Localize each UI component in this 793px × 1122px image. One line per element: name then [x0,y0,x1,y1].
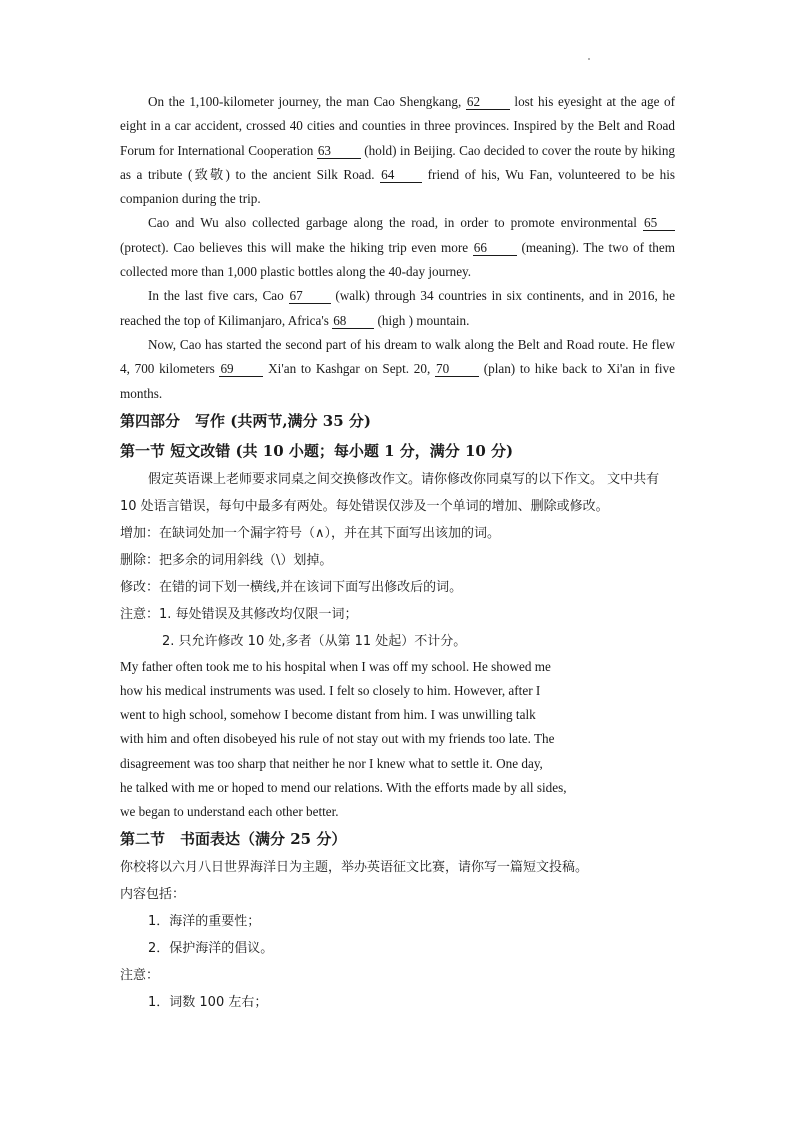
essay-line: how his medical instruments was used. I felt so closely to him. However, after I [120,683,541,699]
content-label: 内容包括： [120,887,186,903]
section2-intro: 你校将以六月八日世界海洋日为主题，举办英语征文比赛，请你写一篇短文投稿。 [120,860,589,876]
essay-line: he talked with me or hoped to mend our relations. With the efforts made by all sides, [120,779,567,795]
blank-64[interactable]: 64 [380,167,422,183]
part4-title: 第四部分 写作 (共两节,满分 35 分) [120,411,371,430]
note-1: 注意：1. 每处错误及其修改均仅限一词； [120,606,358,622]
passage-paragraph-2: Cao and Wu also collected garbage along the road, in order to promote environmental 65 (protect). Cao believes this will make the hiking trip even more 66 (meaning). The two of them collected more than 1,000 plastic bottles along the 40-day journey. [120,215,676,280]
blank-66[interactable]: 66 [473,240,517,256]
section2-title: 第二节 书面表达（满分 25 分） [120,830,347,849]
exam-page [120,90,675,1016]
blank-70[interactable]: 70 [435,361,479,377]
note-2: 2. 只允许修改 10 处,多者（从第 11 处起）不计分。 [162,633,467,649]
essay-line: we began to understand each other better. [120,804,339,820]
blank-65[interactable]: 65 [643,215,675,231]
blank-69[interactable]: 69 [219,361,263,377]
scan-speck [588,58,590,60]
essay-line: went to high school, somehow I become distant from him. I was unwilling talk [120,707,536,723]
essay-line: disagreement was too sharp that neither he nor I knew what to settle it. One day, [120,755,543,771]
essay-line: with him and often disobeyed his rule of not stay out with my friends too late. The [120,731,555,747]
instruction-add: 增加：在缺词处加一个漏字符号（∧），并在其下面写出该加的词。 [120,525,501,541]
word-count-note: 1．词数 100 左右； [148,995,268,1011]
content-item-1: 1．海洋的重要性； [148,914,261,930]
instruction-modify: 修改：在错的词下划一横线,并在该词下面写出修改后的词。 [120,579,463,595]
section1-title: 第一节 短文改错 (共 10 小题；每小题 1 分，满分 10 分) [120,441,514,460]
section1-instructions: 假定英语课上老师要求同桌之间交换修改作文。请你修改你同桌写的以下作文。 文中共有 10 处语言错误，每句中最多有两处。每处错误仅涉及一个单词的增加、删除或修改。 [120,471,660,514]
blank-67[interactable]: 67 [289,288,331,304]
blank-68[interactable]: 68 [332,313,374,329]
essay-text [120,655,675,824]
passage-paragraph-1: On the 1,100-kilometer journey, the man Cao Shengkang, 62 lost his eyesight at the age of eight in a car accident, crossed 40 cities and counties in three provinces. Inspired by the Belt and Road Forum for International Cooperation 63 (hold) in Beijing. Cao decided to cover the route by hiking as a tribute (致敬) to the ancient Silk Road. 64 friend of his, Wu Fan, volunteered to be his companion during the trip. [120,94,676,207]
passage-paragraph-4: Now, Cao has started the second part of his dream to walk along the Belt and Road route. He flew 4, 700 kilometers 69 Xi'an to Kashgar on Sept. 20, 70 (plan) to hike back to Xi'an in five months. [120,336,675,401]
essay-line: My father often took me to his hospital when I was off my school. He showed me [120,658,551,674]
instruction-delete: 删除：把多余的词用斜线（\）划掉。 [120,552,333,568]
content-item-2: 2．保护海洋的倡议。 [148,941,274,957]
blank-62[interactable]: 62 [466,94,510,110]
blank-63[interactable]: 63 [317,143,361,159]
passage-paragraph-3: In the last five cars, Cao 67 (walk) through 34 countries in six continents, and in 2016, he reached the top of Kilimanjaro, Africa's 68 (high ) mountain. [120,288,675,328]
note-label: 注意： [120,968,160,984]
